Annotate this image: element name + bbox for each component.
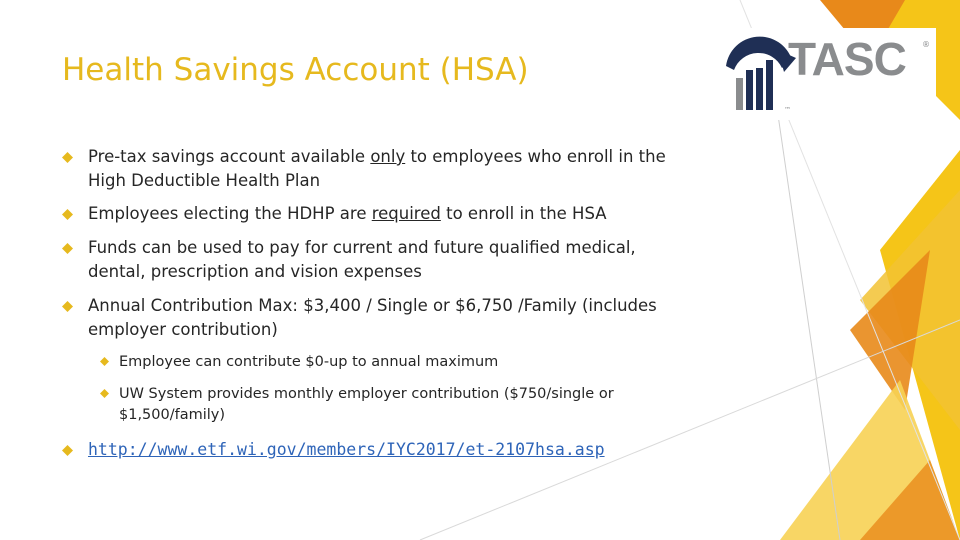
diamond-bullet-icon bbox=[100, 357, 109, 366]
bullet-4-line2: employer contribution) bbox=[88, 320, 278, 339]
emphasis-required: required bbox=[371, 204, 441, 223]
tasc-logo bbox=[722, 28, 936, 120]
sub-bullet-1-line1: Employee can contribute $0-up to annual maximum bbox=[119, 354, 499, 370]
hsa-info-link[interactable]: http://www.etf.wi.gov/members/IYC2017/et-2107hsa.asp bbox=[88, 440, 605, 459]
facet-line-1 bbox=[770, 60, 840, 540]
logo-wordmark: TASC bbox=[788, 33, 906, 85]
bullet-3-line1: Funds can be used to pay for current and future qualified medical, bbox=[88, 238, 636, 257]
bullet-2 bbox=[88, 202, 607, 226]
diamond-bullet-icon bbox=[62, 152, 73, 163]
diamond-bullet-icon bbox=[100, 389, 109, 398]
diamond-bullet-icon bbox=[62, 209, 73, 220]
sub-bullet-2 bbox=[119, 384, 614, 426]
bullet-3 bbox=[88, 236, 636, 284]
bullet-1 bbox=[88, 145, 666, 193]
emphasis-only: only bbox=[370, 147, 406, 166]
bullet-3-line2: dental, prescription and vision expenses bbox=[88, 262, 422, 281]
diamond-bullet-icon bbox=[62, 243, 73, 254]
bullet-4-line1: Annual Contribution Max: $3,400 / Single or $6,750 /Family (includes bbox=[88, 296, 657, 315]
bullet-link bbox=[88, 438, 605, 462]
logo-registered: ® bbox=[922, 40, 930, 49]
bullet-1-line1: Pre-tax savings account available only to employees who enroll in the bbox=[88, 147, 666, 166]
sub-bullet-2-line2: $1,500/family) bbox=[119, 407, 226, 423]
bullet-4 bbox=[88, 294, 657, 342]
slide-title: Health Savings Account (HSA) bbox=[62, 52, 529, 88]
bullet-2-line1: Employees electing the HDHP are required to enroll in the HSA bbox=[88, 204, 607, 223]
bullet-1-line2: High Deductible Health Plan bbox=[88, 171, 321, 190]
sub-bullet-1 bbox=[119, 352, 498, 373]
diamond-bullet-icon bbox=[62, 445, 73, 456]
diamond-bullet-icon bbox=[62, 301, 73, 312]
logo-tm: ™ bbox=[784, 106, 791, 114]
sub-bullet-2-line1: UW System provides monthly employer contribution ($750/single or bbox=[119, 386, 614, 402]
